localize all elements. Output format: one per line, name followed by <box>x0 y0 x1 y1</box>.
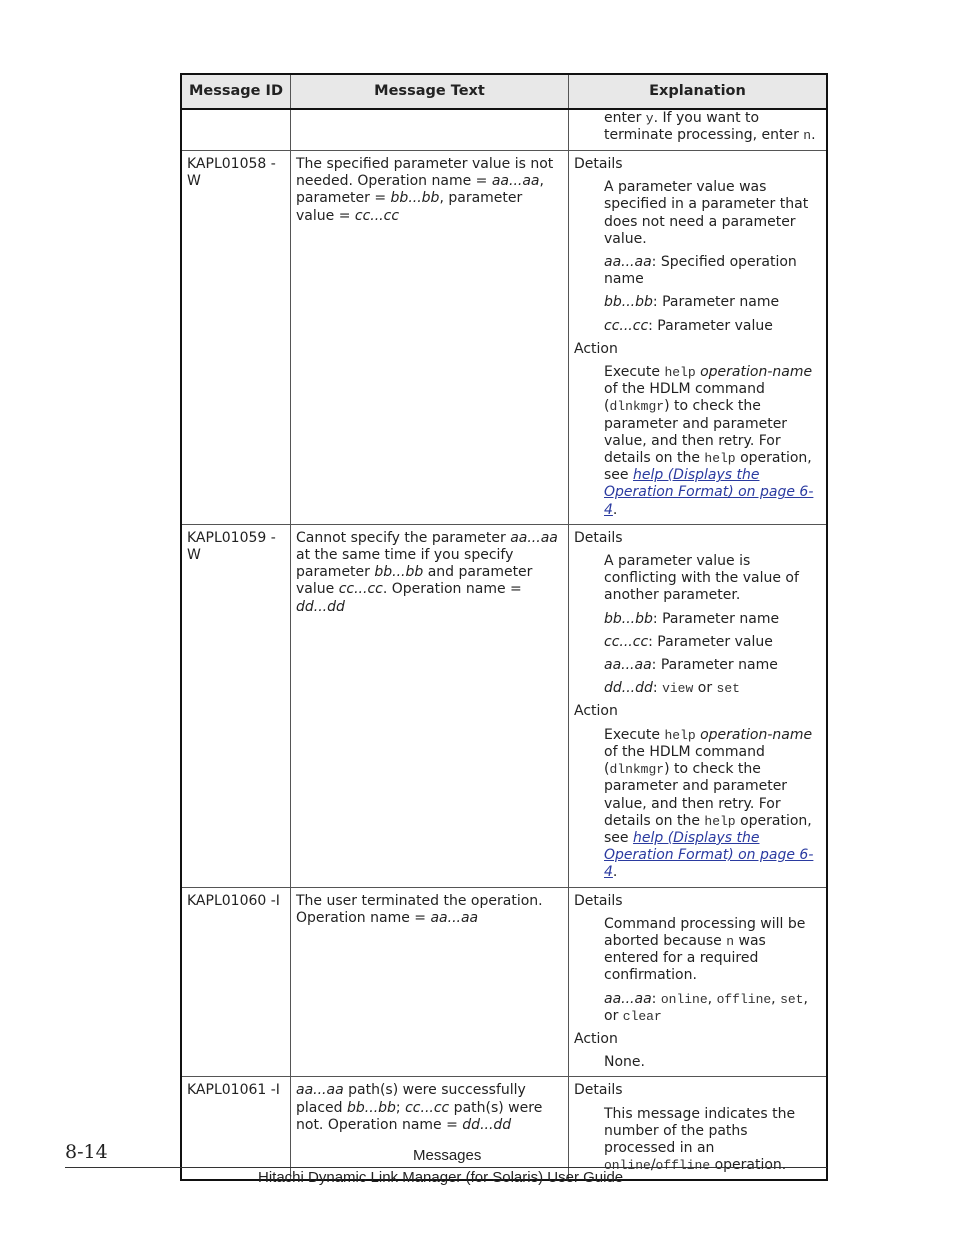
cell-text: The specified parameter value is not needed. Operation name = aa...aa, parameter = bb...bb, parameter value = cc...cc <box>291 151 569 525</box>
cell-explanation <box>569 109 828 151</box>
action-text: Execute help operation-name of the HDLM command (dlnkmgr) to check the parameter and parameter value, and then retry. For details on the help operation, see help (Displays the Operation Format) on page 6-4. <box>604 364 814 518</box>
cell-id: KAPL01061 -I <box>181 1077 291 1181</box>
details-text: A parameter value was specified in a parameter that does not need a parameter value. <box>604 179 809 247</box>
details-label: Details <box>574 892 623 909</box>
details-label: Details <box>574 1082 623 1099</box>
table-row-continuation <box>181 109 827 151</box>
messages-table <box>180 73 828 1181</box>
cell-explanation <box>569 1077 828 1181</box>
details-text: This message indicates the number of the paths processed in an online/offline operation. <box>604 1105 796 1174</box>
action-label: Action <box>574 340 618 357</box>
cell-text: aa...aa path(s) were successfully placed bb...bb; cc...cc path(s) were not. Operation name = dd...dd <box>291 1077 569 1181</box>
details-label: Details <box>574 156 623 172</box>
table-row <box>181 151 827 525</box>
details-text: A parameter value is conflicting with the value of another parameter. <box>604 553 799 604</box>
header-message-text: Message Text <box>291 74 569 109</box>
table-row <box>181 1077 827 1181</box>
cell-text: The user terminated the operation. Operation name = aa...aa <box>291 887 569 1077</box>
table-row <box>181 887 827 1077</box>
table-row <box>181 524 827 887</box>
action-text: Execute help operation-name of the HDLM command (dlnkmgr) to check the parameter and parameter value, and then retry. For details on the help operation, see help (Displays the Operation Format) on page 6-4. <box>604 726 814 881</box>
cell-explanation <box>569 524 828 887</box>
cell-id: KAPL01059 -W <box>181 524 291 887</box>
action-text: None. <box>604 1054 645 1071</box>
details-label: Details <box>574 529 623 546</box>
variable-item: bb...bb: Parameter name <box>604 294 780 311</box>
cell-explanation <box>569 151 828 525</box>
footer-divider <box>65 1167 827 1168</box>
help-operation-link[interactable]: help (Displays the Operation Format) on page 6-4 <box>604 829 814 881</box>
variable-item: cc...cc: Parameter value <box>604 633 773 650</box>
variable-item: aa...aa: Parameter name <box>604 657 778 674</box>
variable-item: cc...cc: Parameter value <box>604 317 773 334</box>
cell-id <box>181 109 291 151</box>
section-name: Messages <box>413 1147 482 1164</box>
cell-text: Cannot specify the parameter aa...aa at the same time if you specify parameter bb...bb and parameter value cc...cc. Operation name = dd...dd <box>291 524 569 887</box>
cell-id: KAPL01058 -W <box>181 151 291 525</box>
cell-text <box>291 109 569 151</box>
page-number: 8-14 <box>65 1141 108 1163</box>
help-operation-link[interactable]: help (Displays the Operation Format) on page 6-4 <box>604 467 814 518</box>
header-explanation: Explanation <box>569 74 828 109</box>
cell-id: KAPL01060 -I <box>181 887 291 1077</box>
variable-item: bb...bb: Parameter name <box>604 610 780 627</box>
action-label: Action <box>574 1030 618 1047</box>
variable-item: dd...dd: view or set <box>604 680 740 697</box>
variable-item: aa...aa: online, offline, set, or clear <box>604 990 808 1024</box>
cell-explanation <box>569 887 828 1077</box>
table-header-row <box>181 74 827 109</box>
book-title: Hitachi Dynamic Link Manager (for Solaris) User Guide <box>258 1169 624 1186</box>
variable-item: aa...aa: Specified operation name <box>604 254 797 288</box>
details-text: Command processing will be aborted because n was entered for a required confirmation. <box>604 915 806 984</box>
continuation-text: enter y. If you want to terminate processing, enter n. <box>604 110 816 144</box>
header-message-id: Message ID <box>181 74 291 109</box>
action-label: Action <box>574 703 618 720</box>
